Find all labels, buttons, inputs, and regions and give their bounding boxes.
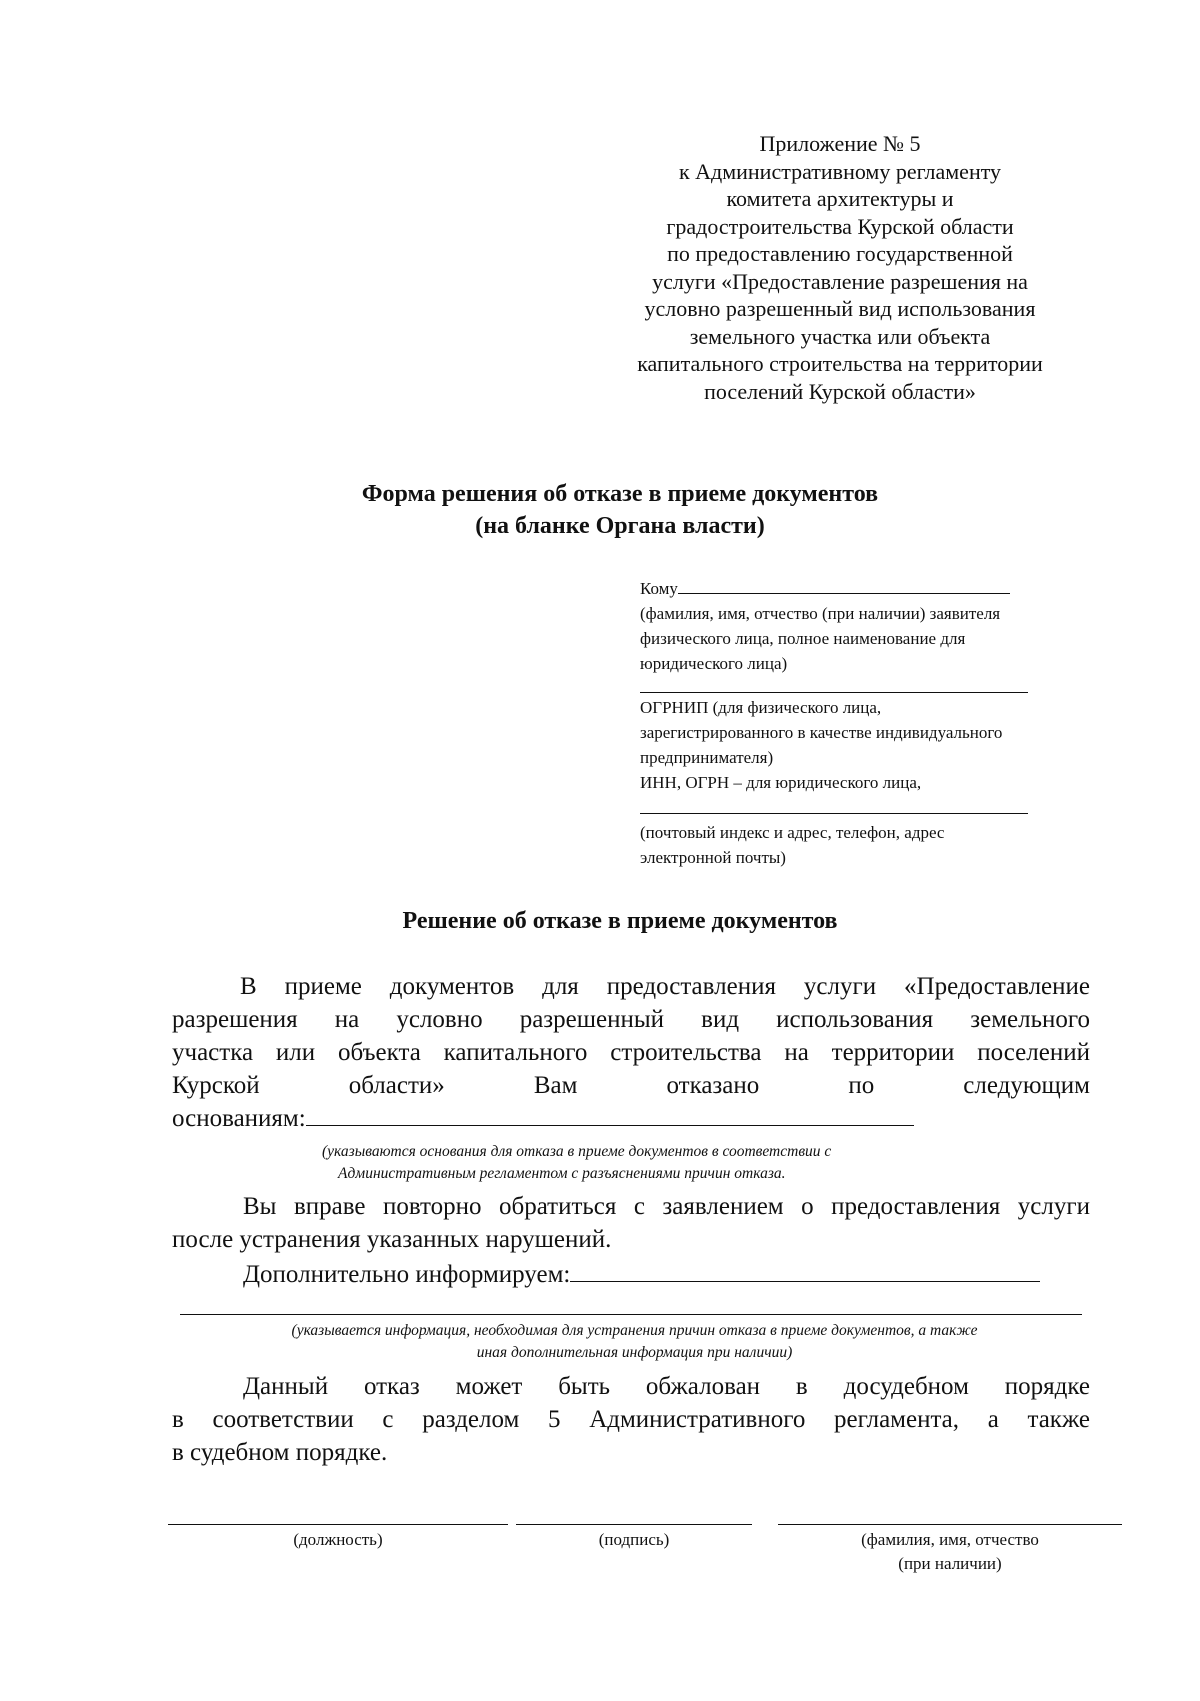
- ids-note-line: ИНН, ОГРН – для юридического лица,: [640, 773, 922, 792]
- paragraph-word: отказано: [666, 1072, 760, 1099]
- recipient-to-row: [640, 576, 1100, 601]
- paragraph-line: разрешения на условно разрешенный вид использования земельного: [172, 1006, 1090, 1033]
- appendix-line: услуги «Предоставление разрешения на: [652, 268, 1028, 294]
- applicant-name-field[interactable]: [640, 676, 1028, 693]
- paragraph-word: области»: [348, 1072, 445, 1099]
- paragraph-line: Данный отказ может быть обжалован в досудебном порядке: [243, 1373, 1090, 1400]
- appendix-line: Приложение № 5: [759, 131, 921, 156]
- appendix-line: земельного участка или объекта: [689, 323, 991, 349]
- paragraph-line: в судебном порядке.: [172, 1439, 388, 1466]
- recipient-block: [640, 576, 1100, 870]
- grounds-note-line: (указываются основания для отказа в приеме документов в соответствии с: [322, 1143, 832, 1160]
- additional-field-line[interactable]: [180, 1298, 1082, 1315]
- contact-note-line: электронной почты): [640, 848, 786, 867]
- form-title-subtitle: (на бланке Органа власти): [475, 513, 765, 539]
- name-caption-sub: (при наличии): [898, 1554, 1002, 1573]
- additional-note-line: (указывается информация, необходимая для устранения причин отказа в приеме документов, а также: [291, 1322, 978, 1339]
- signature-line[interactable]: [516, 1514, 752, 1525]
- paragraph-word: следующим: [963, 1072, 1090, 1099]
- appendix-line: условно разрешенный вид использования: [644, 296, 1036, 321]
- grounds-field[interactable]: [306, 1105, 914, 1126]
- paragraph-word: по: [848, 1072, 875, 1099]
- position-line[interactable]: [168, 1514, 508, 1525]
- additional-label: Дополнительно информируем:: [243, 1261, 571, 1288]
- contact-note-line: (почтовый индекс и адрес, телефон, адрес: [640, 823, 945, 842]
- paragraph-word: Вам: [533, 1072, 578, 1099]
- decision-title: Решение об отказе в приеме документов: [402, 908, 838, 934]
- paragraph-word: Курской: [172, 1072, 260, 1099]
- applicant-note-line: юридического лица): [640, 654, 788, 673]
- grounds-label: основаниям:: [172, 1105, 306, 1132]
- grounds-note-line: Административным регламентом с разъяснениями причин отказа.: [338, 1165, 786, 1182]
- ids-note-line: предпринимателя): [640, 748, 774, 767]
- signature-caption: (подпись): [598, 1530, 670, 1549]
- appendix-line: капитального строительства на территории: [637, 351, 1043, 376]
- applicant-note-line: (фамилия, имя, отчество (при наличии) заявителя: [640, 604, 1001, 623]
- recipient-to-label: Кому: [640, 579, 678, 598]
- appendix-line: к Административному регламенту: [678, 158, 1002, 184]
- additional-row: [243, 1258, 1040, 1291]
- ids-note-line: зарегистрированного в качестве индивидуального: [640, 723, 1003, 742]
- contact-field[interactable]: [640, 795, 1028, 814]
- appendix-line: градостроительства Курской области: [666, 213, 1014, 239]
- paragraph-line: В приеме документов для предоставления услуги «Предоставление: [240, 973, 1090, 1000]
- ids-note-line: ОГРНИП (для физического лица,: [640, 698, 882, 717]
- appendix-line: комитета архитектуры и: [726, 186, 954, 211]
- name-caption: (фамилия, имя, отчество: [861, 1530, 1039, 1549]
- position-caption: (должность): [293, 1530, 383, 1549]
- appendix-line: поселений Курской области»: [704, 378, 976, 404]
- additional-note-line: иная дополнительная информация при наличии): [476, 1344, 793, 1361]
- additional-field[interactable]: [570, 1261, 1040, 1282]
- form-title-line: Форма решения об отказе в приеме документов: [361, 481, 879, 507]
- name-line[interactable]: [778, 1514, 1122, 1525]
- recipient-to-field[interactable]: [678, 577, 1010, 594]
- paragraph-line: [172, 1069, 1090, 1102]
- grounds-row: [172, 1102, 914, 1135]
- paragraph-line: участка или объекта капитального строительства на территории поселений: [172, 1039, 1090, 1066]
- paragraph-line: после устранения указанных нарушений.: [172, 1226, 612, 1253]
- paragraph-line: в соответствии с разделом 5 Административного регламента, а также: [172, 1406, 1090, 1433]
- appendix-line: по предоставлению государственной: [667, 241, 1013, 266]
- applicant-note-line: физического лица, полное наименование для: [640, 629, 966, 648]
- form-title: [200, 478, 1040, 542]
- paragraph-line: Вы вправе повторно обратиться с заявлением о предоставления услуги: [243, 1193, 1090, 1220]
- appendix-header: [590, 130, 1090, 405]
